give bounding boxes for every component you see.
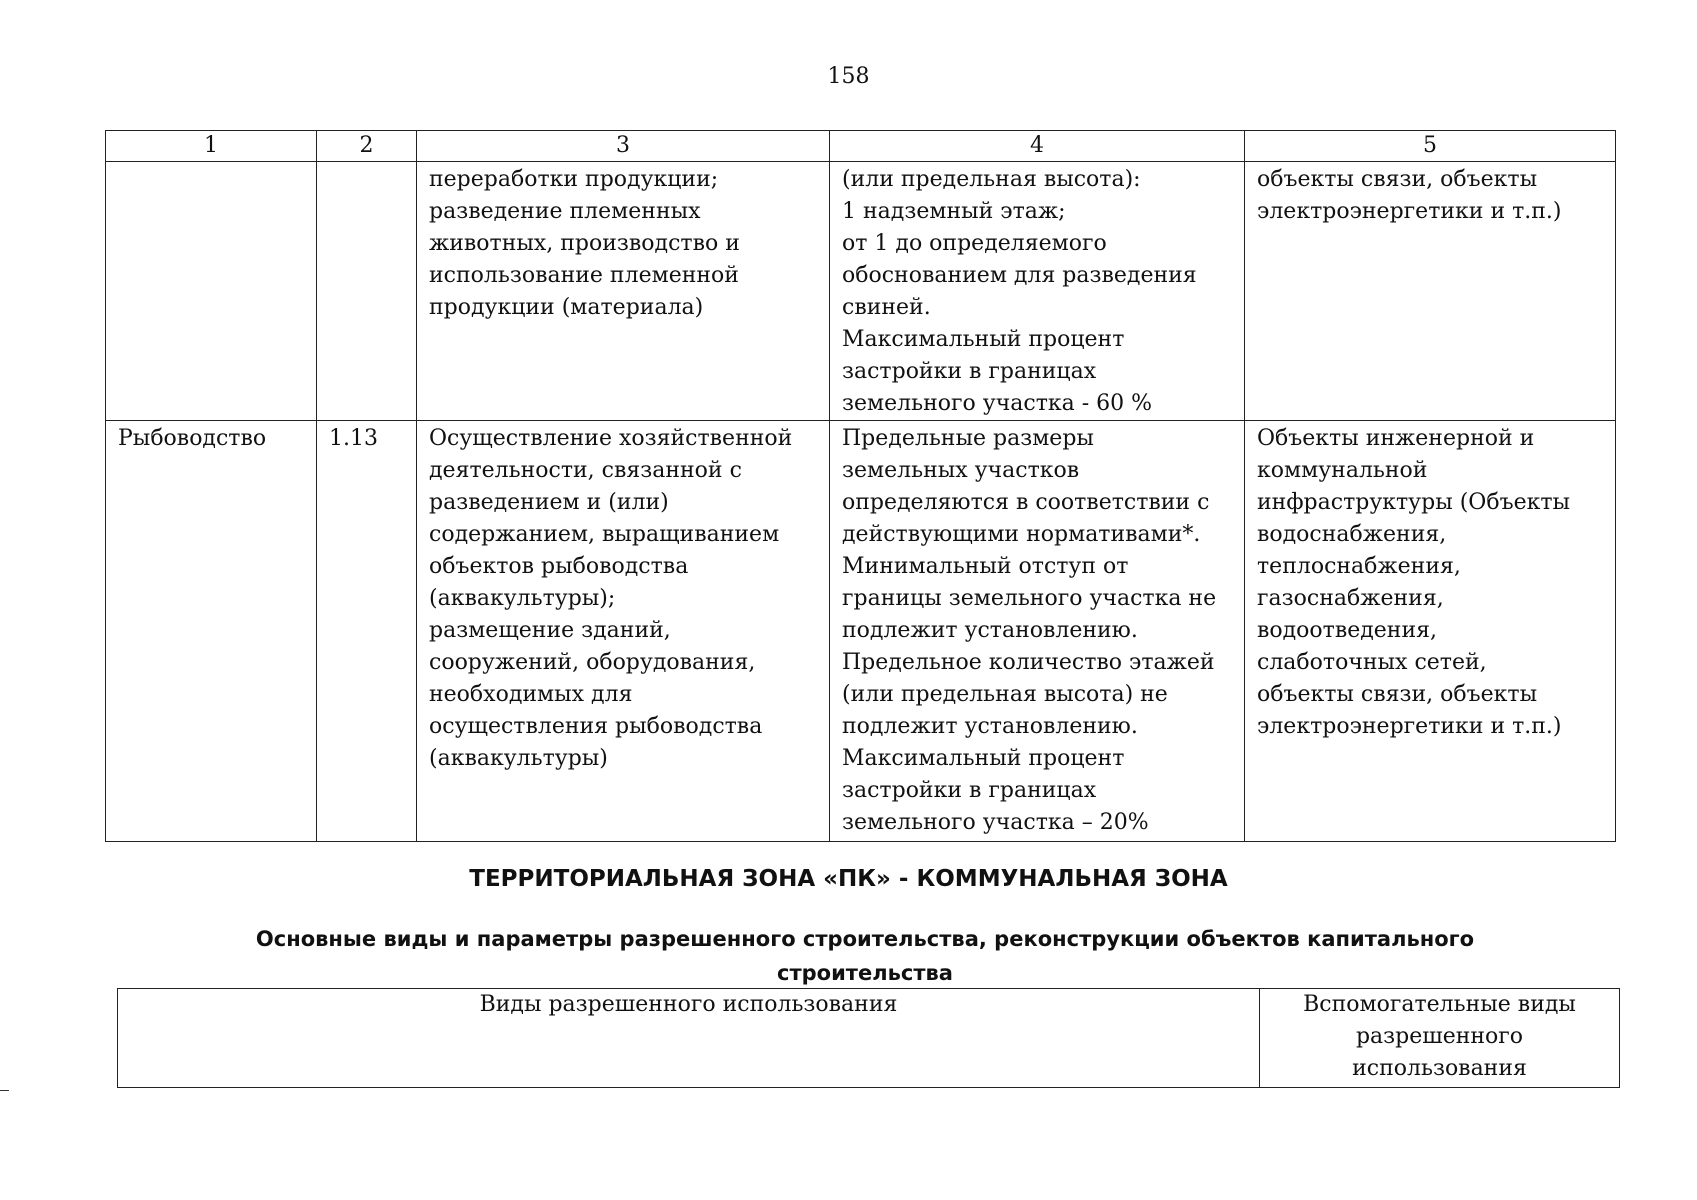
column-header-3: 3	[417, 131, 830, 162]
zone-title: ТЕРРИТОРИАЛЬНАЯ ЗОНА «ПК» - КОММУНАЛЬНАЯ ЗОНА	[469, 866, 1228, 892]
use-code-cell	[317, 162, 417, 421]
column-header-2: 2	[317, 131, 417, 162]
use-code-cell: 1.13	[317, 421, 417, 842]
margin-mark	[0, 1090, 9, 1091]
zone-uses-table	[117, 988, 1620, 1088]
table-header-row	[118, 989, 1620, 1088]
column-header-4: 4	[830, 131, 1245, 162]
use-name-cell: Рыбоводство	[106, 421, 317, 842]
use-parameters-cell: Предельные размеры земельных участков определяются в соответствии с действующими нормативами*. Минимальный отступ от границы земельного участка не подлежит установлению. Предельное количество этажей (или предельная высота) не подлежит установлению. Максимальный процент застройки в границах земельного участка – 20%	[830, 421, 1245, 842]
table-header-row	[106, 131, 1616, 162]
use-description-cell: переработки продукции; разведение племенных животных, производство и использование племенной продукции (материала)	[417, 162, 830, 421]
regulations-table	[105, 130, 1616, 842]
auxiliary-uses-cell: Объекты инженерной и коммунальной инфраструктуры (Объекты водоснабжения, теплоснабжения, газоснабжения, водоотведения, слаботочных сетей, объекты связи, объекты электроэнергетики и т.п.)	[1245, 421, 1616, 842]
use-name-cell	[106, 162, 317, 421]
section-subtitle: Основные виды и параметры разрешенного строительства, реконструкции объектов капитального строительства	[255, 927, 1475, 985]
permitted-uses-header: Виды разрешенного использования	[118, 989, 1260, 1088]
use-description-cell: Осуществление хозяйственной деятельности, связанной с разведением и (или) содержанием, выращиванием объектов рыбоводства (аквакультуры); размещение зданий, сооружений, оборудования, необходимых для осуществления рыбоводства (аквакультуры)	[417, 421, 830, 842]
auxiliary-uses-header: Вспомогательные виды разрешенного использования	[1260, 989, 1620, 1088]
auxiliary-uses-cell: объекты связи, объекты электроэнергетики и т.п.)	[1245, 162, 1616, 421]
column-header-1: 1	[106, 131, 317, 162]
table-row	[106, 421, 1616, 842]
table-row	[106, 162, 1616, 421]
use-parameters-cell: (или предельная высота): 1 надземный этаж; от 1 до определяемого обоснованием для разведения свиней. Максимальный процент застройки в границах земельного участка - 60 %	[830, 162, 1245, 421]
column-header-5: 5	[1245, 131, 1616, 162]
page-number: 158	[827, 64, 870, 89]
